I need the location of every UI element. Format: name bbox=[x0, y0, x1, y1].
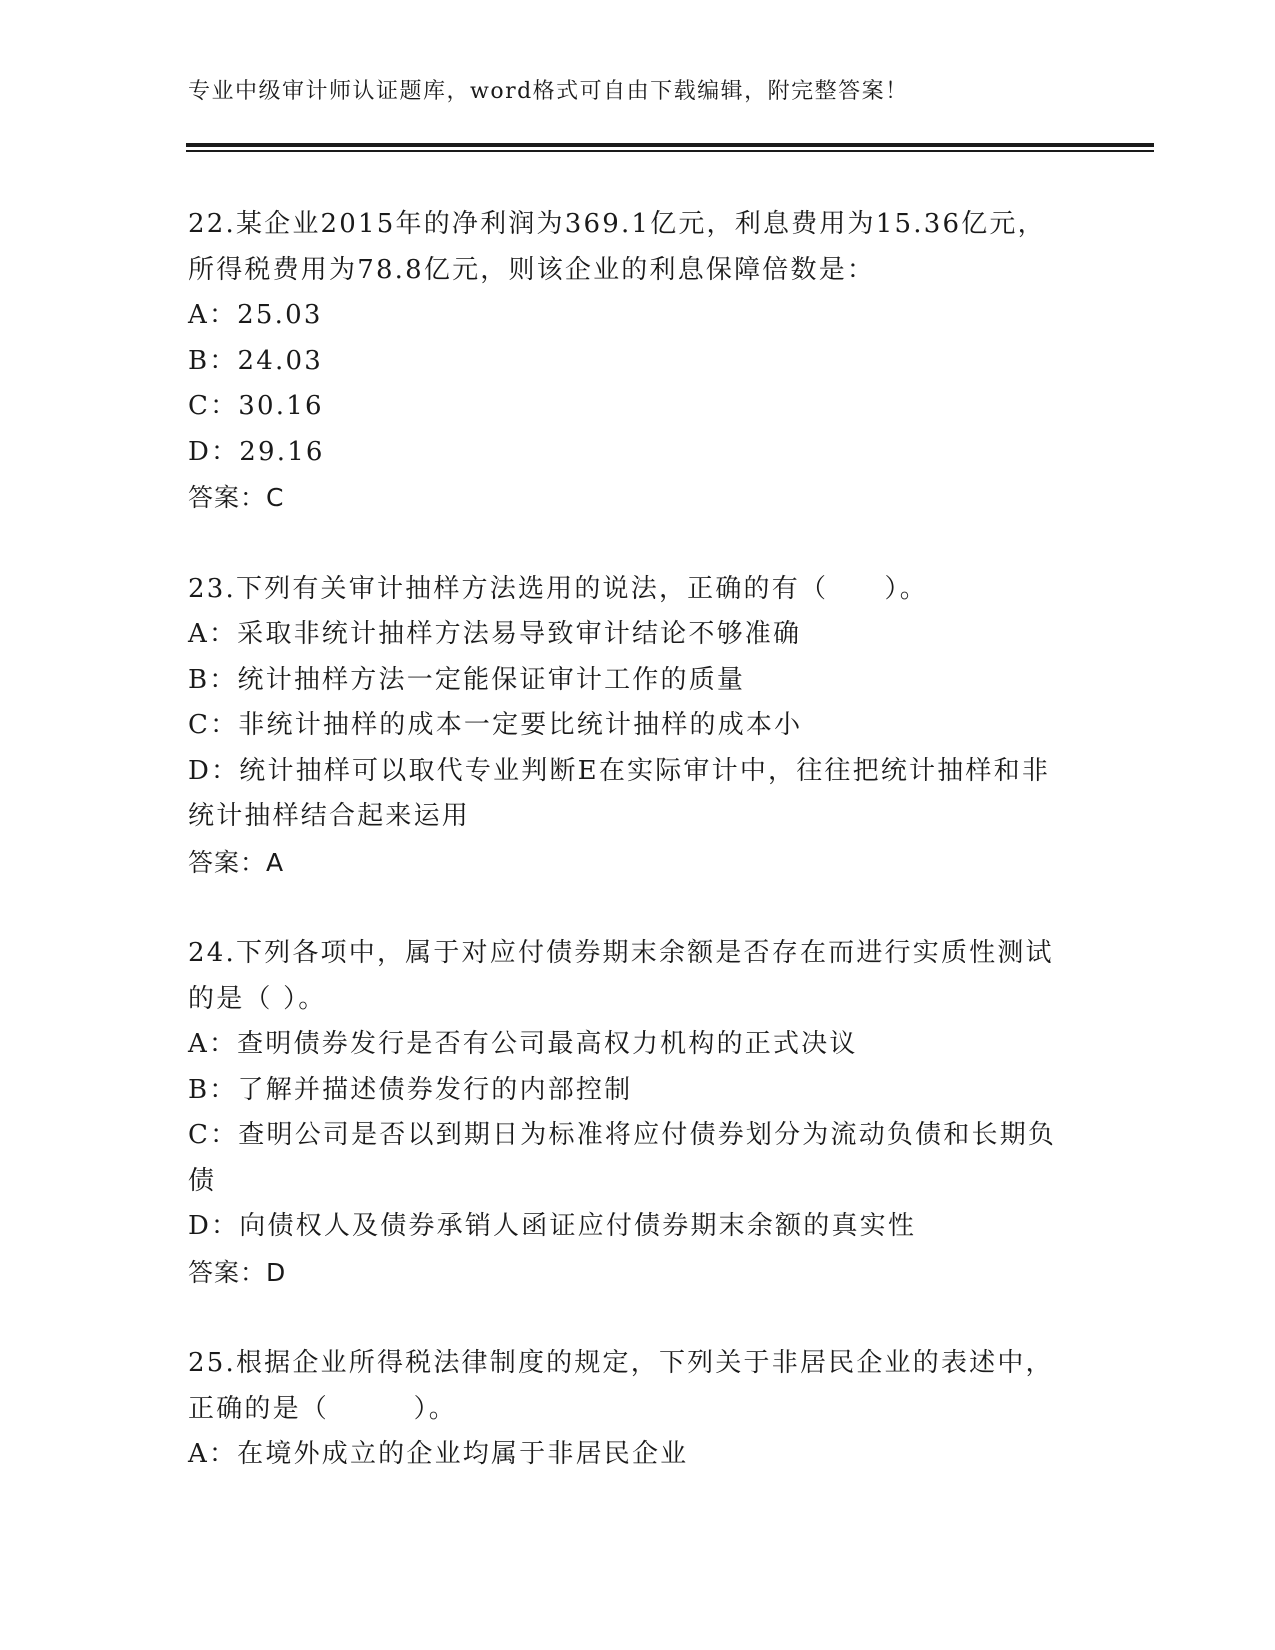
option-c: C：非统计抽样的成本一定要比统计抽样的成本小 bbox=[188, 710, 803, 740]
question-stem: 23.下列有关审计抽样方法选用的说法，正确的有（ ）。 bbox=[188, 573, 928, 604]
page-header-text: 专业中级审计师认证题库，word格式可自由下载编辑，附完整答案！ bbox=[188, 79, 909, 104]
option-d: D：统计抽样可以取代专业判断E在实际审计中，往往把统计抽样和非 bbox=[188, 755, 1051, 786]
question-23 bbox=[188, 567, 1088, 886]
option-c: C：查明公司是否以到期日为标准将应付债券划分为流动负债和长期负 bbox=[188, 1120, 1057, 1150]
option-a: A：采取非统计抽样方法易导致审计结论不够准确 bbox=[188, 619, 802, 649]
question-stem: 24.下列各项中，属于对应付债券期末余额是否存在而进行实质性测试 bbox=[188, 938, 1054, 968]
question-stem: 25.根据企业所得税法律制度的规定，下列关于非居民企业的表述中， bbox=[188, 1348, 1054, 1378]
question-stem: 正确的是（ ）。 bbox=[188, 1393, 458, 1424]
header-rule-thin bbox=[186, 150, 1154, 152]
option-b: B：24.03 bbox=[188, 345, 323, 376]
answer-label: 答案：A bbox=[188, 847, 285, 877]
option-d: D：向债权人及债券承销人函证应付债券期末余额的真实性 bbox=[188, 1211, 917, 1241]
option-a: A：25.03 bbox=[188, 300, 323, 330]
option-c: C：30.16 bbox=[188, 391, 324, 421]
option-b: B：统计抽样方法一定能保证审计工作的质量 bbox=[188, 664, 746, 695]
question-24 bbox=[188, 931, 1088, 1295]
header-rule-thick bbox=[186, 143, 1154, 147]
question-25 bbox=[188, 1341, 1088, 1478]
answer-label: 答案：D bbox=[188, 1257, 287, 1287]
option-a: A：在境外成立的企业均属于非居民企业 bbox=[188, 1439, 689, 1469]
option-b: B：了解并描述债券发行的内部控制 bbox=[188, 1074, 633, 1105]
question-22 bbox=[188, 202, 1088, 521]
option-a: A：查明债券发行是否有公司最高权力机构的正式决议 bbox=[188, 1029, 858, 1059]
option-c-continued: 债 bbox=[188, 1165, 217, 1196]
option-d-continued: 统计抽样结合起来运用 bbox=[188, 801, 471, 831]
answer-label: 答案：C bbox=[188, 483, 285, 512]
question-list bbox=[188, 202, 1088, 1524]
option-d: D：29.16 bbox=[188, 436, 325, 467]
question-stem: 的是（ ）。 bbox=[188, 983, 327, 1014]
question-stem: 22.某企业2015年的净利润为369.1亿元，利息费用为15.36亿元， bbox=[188, 209, 1046, 239]
question-stem: 所得税费用为78.8亿元，则该企业的利息保障倍数是： bbox=[188, 254, 876, 285]
